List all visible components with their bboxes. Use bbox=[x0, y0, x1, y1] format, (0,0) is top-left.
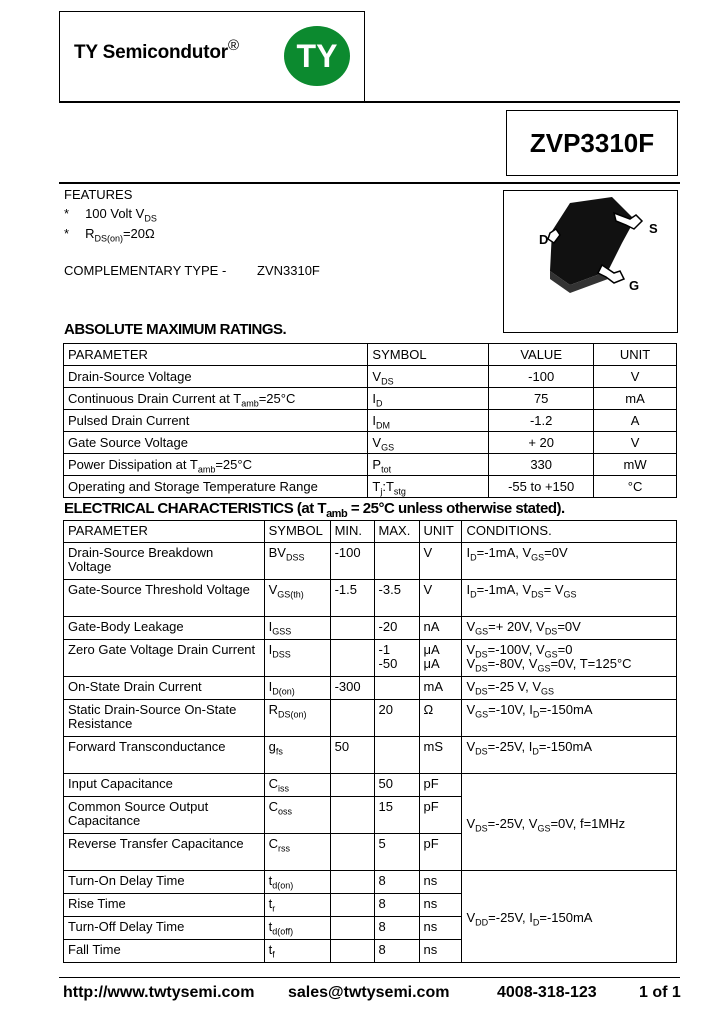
elec-char-title: ELECTRICAL CHARACTERISTICS (at $T_{amb} = 25^\circ C$ unless otherwise stated). bbox=[64, 500, 565, 520]
table-row: Drain-Source Breakdown Voltage $BV_{DSS}$ -100 V $I_D=-1mA$, $V_{GS}=0V$ bbox=[64, 543, 677, 580]
title-divider bbox=[59, 182, 680, 184]
table-row: Zero Gate Voltage Drain Current $I_{DSS}$ -1 -50 μA μA $V_{DS}=-100V$, $V_{GS}=0$ $V_{DS}=-80V$, $V_{GS}=0V$, T=125°C bbox=[64, 640, 677, 677]
header-conditions: CONDITIONS. bbox=[462, 521, 677, 543]
table-row: Gate-Body Leakage $I_{GSS}$ -20 nA $V_{GS}=+ 20V$, $V_{DS}=0V$ bbox=[64, 617, 677, 640]
complementary-type-value: ZVN3310F bbox=[257, 263, 320, 278]
feature-item-voltage: * 100 Volt $V_{DS}$ bbox=[64, 206, 157, 224]
table-row: On-State Drain Current $I_{D(on)}$ -300 mA $V_{DS}=-25$ V, $V_{GS}$ bbox=[64, 677, 677, 700]
table-row: Input Capacitance $C_{iss}$ 50 pF $V_{DS}=-25V$, $V_{GS}=0V$, f=1MHz bbox=[64, 774, 677, 797]
pin-label-d: D bbox=[539, 232, 549, 247]
pin-label-s: S bbox=[649, 221, 658, 236]
table-row: Turn-Off Delay Time $t_{d(off)}$ 8 ns bbox=[64, 917, 677, 940]
package-drawing bbox=[503, 190, 678, 333]
feature-item-rdson: * $R_{DS(on)}=20\Omega$ bbox=[64, 226, 155, 244]
footer-page-number: 1 of 1 bbox=[639, 984, 681, 1001]
abs-max-title: ABSOLUTE MAXIMUM RATINGS. bbox=[64, 321, 287, 338]
pin-label-g: G bbox=[629, 278, 640, 293]
table-row: Common Source Output Capacitance $C_{oss}$ 15 pF bbox=[64, 797, 677, 834]
registered-mark: ® bbox=[227, 37, 239, 54]
table-row: Continuous Drain Current at $T_{amb}=25^\circ C$ $I_D$ 75 mA bbox=[64, 388, 677, 410]
table-row: Static Drain-Source On-State Resistance $R_{DS(on)}$ 20 Ω $V_{GS}=-10V$, $I_D=-150mA$ bbox=[64, 700, 677, 737]
header-unit: UNIT bbox=[594, 344, 677, 366]
table-row: Rise Time $t_r$ 8 ns bbox=[64, 894, 677, 917]
part-number: ZVP3310F bbox=[506, 110, 678, 176]
header-parameter: PARAMETER bbox=[64, 521, 265, 543]
switching-conditions: $V_{DD}=-25V$, $I_D=-150mA$ bbox=[462, 871, 677, 963]
footer-url[interactable]: http://www.twtysemi.com bbox=[63, 984, 255, 1001]
footer-divider bbox=[59, 977, 680, 978]
header-symbol: SYMBOL bbox=[368, 344, 489, 366]
header-symbol: SYMBOL bbox=[264, 521, 330, 543]
elec-char-table bbox=[63, 520, 677, 963]
header-max: MAX. bbox=[374, 521, 419, 543]
sot23-package-icon bbox=[504, 191, 677, 332]
company-name: TY Semicondutor® bbox=[74, 37, 239, 63]
table-row: Gate-Source Threshold Voltage $V_{GS(th)}$ -1.5 -3.5 V $I_D=-1mA$, $V_{DS}= V_{GS}$ bbox=[64, 580, 677, 617]
table-row: Operating and Storage Temperature Range $T_j:T_{stg}$ -55 to +150 °C bbox=[64, 476, 677, 498]
footer-phone: 4008-318-123 bbox=[497, 984, 597, 1001]
table-row: Fall Time $t_f$ 8 ns bbox=[64, 940, 677, 963]
company-logo: TY bbox=[284, 26, 350, 86]
table-row: Turn-On Delay Time $t_{d(on)}$ 8 ns $V_{DD}=-25V$, $I_D=-150mA$ bbox=[64, 871, 677, 894]
header-value: VALUE bbox=[489, 344, 594, 366]
header-unit: UNIT bbox=[419, 521, 462, 543]
table-row: Pulsed Drain Current $I_{DM}$ -1.2 A bbox=[64, 410, 677, 432]
table-row: Power Dissipation at $T_{amb}=25^\circ C$ $P_{tot}$ 330 mW bbox=[64, 454, 677, 476]
capacitance-conditions: $V_{DS}=-25V$, $V_{GS}=0V$, f=1MHz bbox=[462, 774, 677, 871]
header-min: MIN. bbox=[330, 521, 374, 543]
complementary-type-label: COMPLEMENTARY TYPE - bbox=[64, 263, 227, 278]
table-header-row bbox=[64, 344, 677, 366]
table-header-row bbox=[64, 521, 677, 543]
header-parameter: PARAMETER bbox=[64, 344, 368, 366]
table-row: Reverse Transfer Capacitance $C_{rss}$ 5 pF bbox=[64, 834, 677, 871]
header-divider bbox=[59, 101, 680, 103]
table-row: Forward Transconductance $g_{fs}$ 50 mS $V_{DS}=-25V$, $I_D=-150mA$ bbox=[64, 737, 677, 774]
features-title: FEATURES bbox=[64, 187, 133, 202]
table-row: Gate Source Voltage $V_{GS}$ + 20 V bbox=[64, 432, 677, 454]
footer-email[interactable]: sales@twtysemi.com bbox=[288, 984, 450, 1001]
abs-max-table bbox=[63, 343, 677, 498]
table-row: Drain-Source Voltage $V_{DS}$ -100 V bbox=[64, 366, 677, 388]
